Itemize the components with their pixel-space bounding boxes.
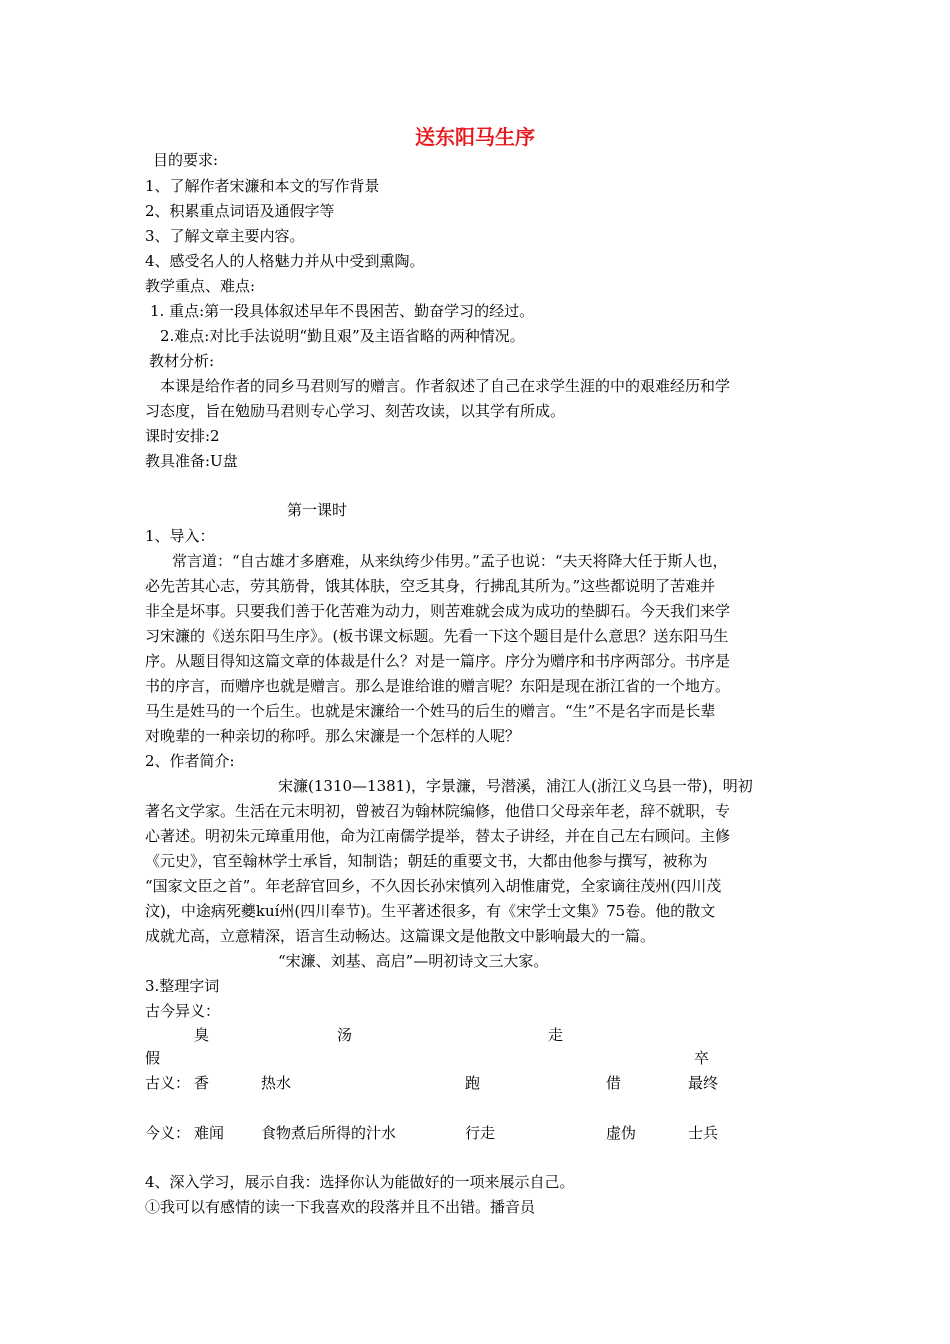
author-line: 成就尤高，立意精深，语言生动畅达。这篇课文是他散文中影响最大的一篇。 [145, 927, 656, 945]
modern-label: 今义： [145, 1124, 191, 1142]
intro-line: 习宋濂的《送东阳马生序》。(板书课文标题。先看一下这个题目是什么意思？送东阳马生 [145, 627, 729, 645]
goal-item: 4、感受名人的人格魅力并从中受到熏陶。 [145, 252, 425, 270]
goal-item: 1、了解作者宋濂和本文的写作背景 [145, 177, 380, 195]
intro-heading: 1、导入： [145, 527, 215, 545]
ancient-meaning: 跑 [465, 1074, 481, 1092]
show-item: ①我可以有感情的读一下我喜欢的段落并且不出错。播音员 [145, 1198, 536, 1216]
ancient-meaning: 热水 [261, 1074, 292, 1092]
intro-line: 常言道：“自古雄才多磨难，从来纨绔少伟男。”孟子也说：“夫天将降大任于斯人也， [172, 552, 728, 570]
word-char: 假 [145, 1049, 161, 1067]
words-heading: 3.整理字词 [145, 977, 220, 995]
analysis-line: 本课是给作者的同乡马君则写的赠言。作者叙述了自己在求学生涯的中的艰难经历和学 [160, 377, 731, 395]
modern-meaning: 士兵 [688, 1124, 719, 1142]
intro-line: 非全是坏事。只要我们善于化苦难为动力，则苦难就会成为成功的垫脚石。今天我们来学 [145, 602, 731, 620]
show-heading: 4、深入学习，展示自我：选择你认为能做好的一项来展示自己。 [145, 1173, 575, 1191]
author-line: 宋濂(1310—1381)，字景濂，号潜溪，浦江人(浙江义乌县一带)，明初 [278, 777, 753, 795]
analysis-line: 习态度，旨在勉励马君则专心学习、刻苦攻读，以其学有所成。 [145, 402, 566, 420]
document-title: 送东阳马生序 [415, 125, 535, 149]
intro-line: 对晚辈的一种亲切的称呼。那么宋濂是一个怎样的人呢？ [145, 727, 521, 745]
word-char: 汤 [337, 1026, 353, 1044]
key-points-heading: 教学重点、难点: [145, 277, 256, 295]
key-point-item: 1. 重点:第一段具体叙述早年不畏困苦、勤奋学习的经过。 [150, 302, 535, 320]
author-line: “国家文臣之首”。年老辞官回乡，不久因长孙宋慎列入胡惟庸党，全家谪往茂州(四川茂 [145, 877, 722, 895]
author-line: 《元史》，官至翰林学士承旨，知制诰；朝廷的重要文书，大都由他参与撰写，被称为 [145, 852, 708, 870]
schedule: 课时安排:2 [145, 427, 220, 445]
modern-meaning: 行走 [465, 1124, 496, 1142]
author-line: 心著述。明初朱元璋重用他，命为江南儒学提举，替太子讲经，并在自己左右顾问。主修 [145, 827, 731, 845]
goal-item: 2、积累重点词语及通假字等 [145, 202, 335, 220]
word-char: 卒 [694, 1049, 710, 1067]
tools: 教具准备:U盘 [145, 452, 238, 470]
intro-line: 序。从题目得知这篇文章的体裁是什么？对是一篇序。序分为赠序和书序两部分。书序是 [145, 652, 731, 670]
ancient-meaning: 香 [194, 1074, 210, 1092]
analysis-heading: 教材分析: [149, 352, 215, 370]
intro-line: 马生是姓马的一个后生。也就是宋濂给一个姓马的后生的赠言。“生”不是名字而是长辈 [145, 702, 716, 720]
intro-line: 书的序言，而赠序也就是赠言。那么是谁给谁的赠言呢？东阳是现在浙江省的一个地方。 [145, 677, 731, 695]
intro-line: 必先苦其心志，劳其筋骨，饿其体肤，空乏其身，行拂乱其所为。”这些都说明了苦难并 [145, 577, 716, 595]
ancient-meaning: 借 [606, 1074, 622, 1092]
goals-heading: 目的要求: [153, 151, 219, 169]
modern-meaning: 难闻 [194, 1124, 225, 1142]
goal-item: 3、了解文章主要内容。 [145, 227, 305, 245]
modern-meaning: 虚伪 [606, 1124, 637, 1142]
author-line: 著名文学家。生活在元末明初，曾被召为翰林院编修，他借口父母亲年老，辞不就职，专 [145, 802, 731, 820]
word-char: 走 [548, 1026, 564, 1044]
lesson-heading: 第一课时 [287, 501, 348, 519]
poets-line: “宋濂、刘基、高启”—明初诗文三大家。 [278, 952, 549, 970]
author-line: 汶)，中途病死夔kuí州(四川奉节)。生平著述很多，有《宋学士文集》75卷。他的散文 [145, 902, 716, 920]
key-point-item: 2.难点:对比手法说明“勤且艰”及主语省略的两种情况。 [160, 327, 525, 345]
word-char: 臭 [194, 1026, 210, 1044]
ancient-meaning: 最终 [688, 1074, 719, 1092]
ancient-label: 古义： [145, 1074, 191, 1092]
modern-meaning: 食物煮后所得的汁水 [261, 1124, 397, 1142]
author-heading: 2、作者简介: [145, 752, 235, 770]
words-subheading: 古今异义： [145, 1002, 221, 1020]
